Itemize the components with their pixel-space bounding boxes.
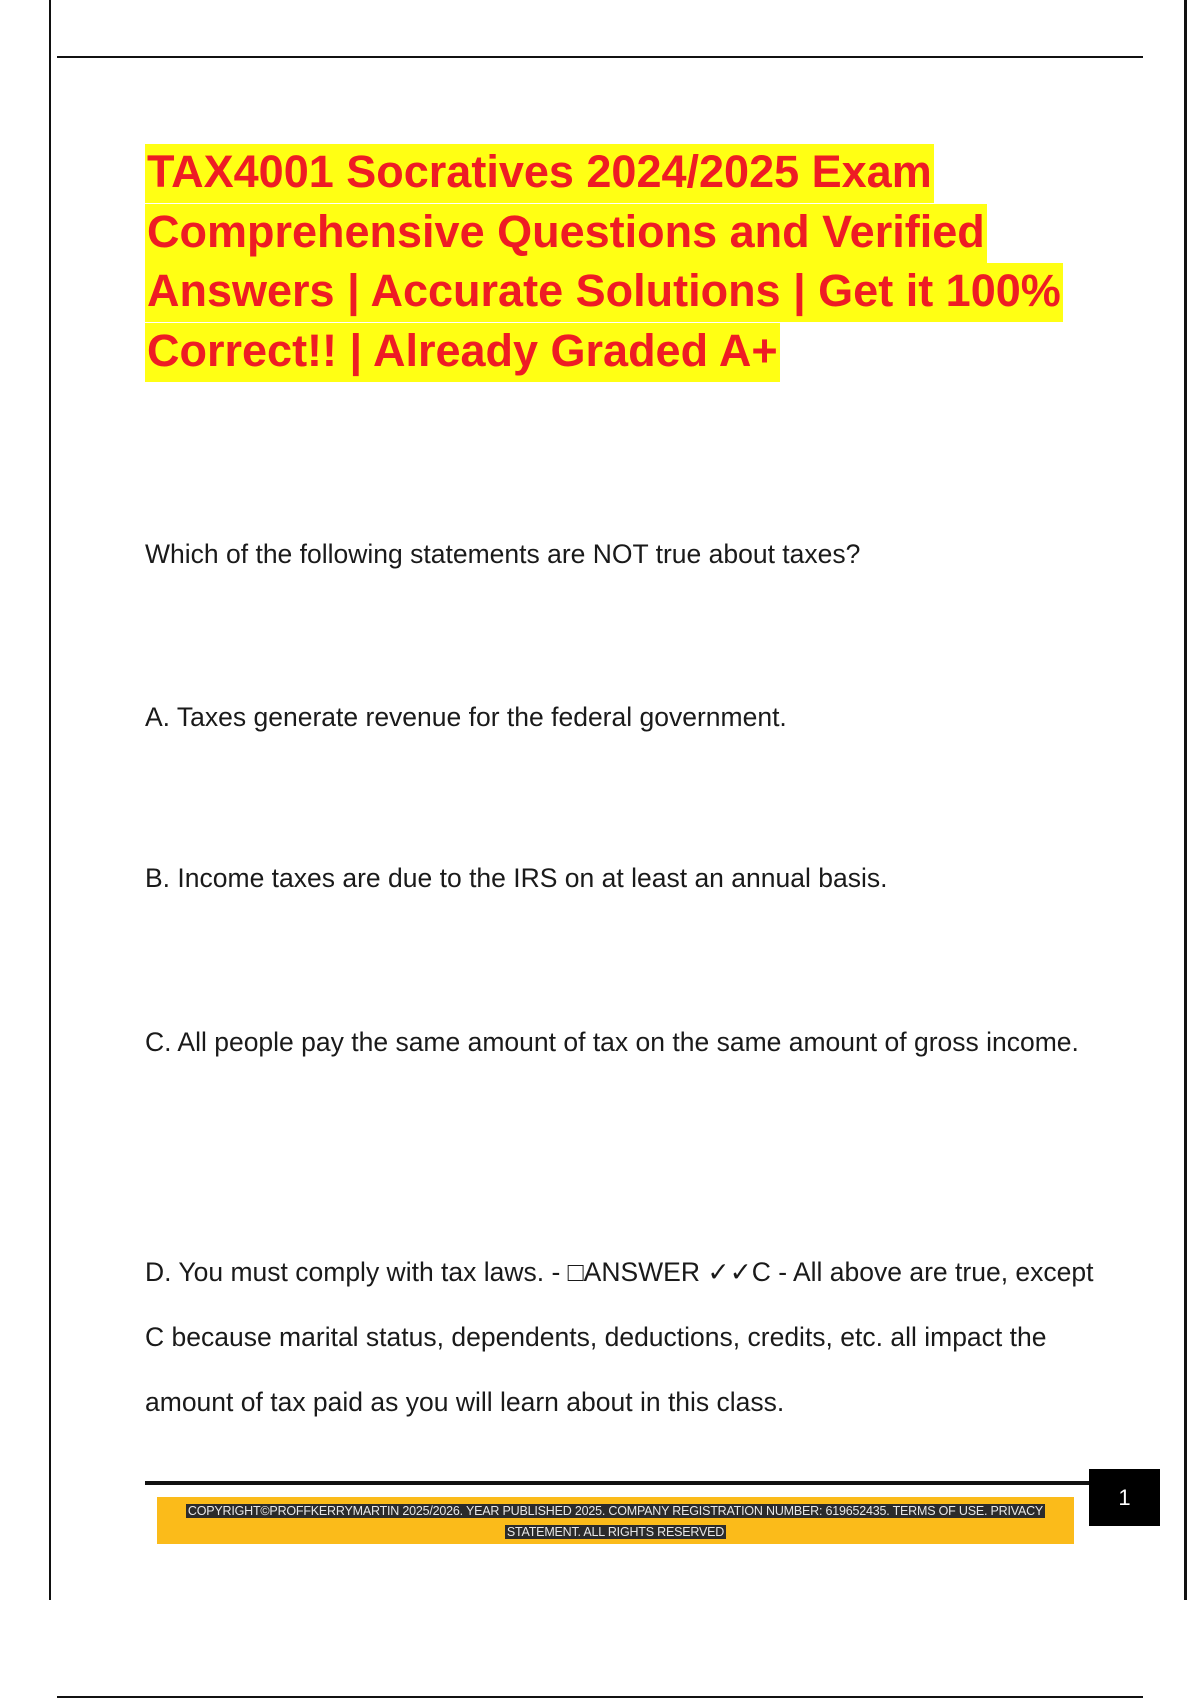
footer-copyright-text: COPYRIGHT©PROFFKERRYMARTIN 2025/2026. YEAR PUBLISHED 2025. COMPANY REGISTRATION NUMBER: 619652435. TERMS OF USE. PRIVACY STATEMENT. ALL RIGHTS RESERVED <box>187 1504 1044 1539</box>
option-d-answer: D. You must comply with tax laws. - □ANSWER ✓✓C - All above are true, except C because marital status, dependents, deductions, credits, etc. all impact the amount of tax paid as you will learn about in this class. <box>145 1257 1094 1417</box>
document-title <box>145 142 1085 380</box>
title-highlight: TAX4001 Socratives 2024/2025 Exam Comprehensive Questions and Verified Answers | Accurate Solutions | Get it 100% Correct!! | Already Graded A+ <box>145 144 1063 382</box>
option-c: C. All people pay the same amount of tax on the same amount of gross income. <box>145 1027 1079 1057</box>
header-rule <box>57 56 1143 58</box>
footer-copyright <box>168 1501 1063 1543</box>
page-border-left <box>49 0 51 1600</box>
page-number: 1 <box>1089 1469 1160 1526</box>
question-text: Which of the following statements are NOT true about taxes? <box>145 539 861 569</box>
bottom-rule <box>57 1696 1143 1698</box>
option-b: B. Income taxes are due to the IRS on at least an annual basis. <box>145 863 888 893</box>
page-border-right <box>1184 0 1187 1600</box>
footer-rule <box>145 1481 1089 1485</box>
option-a: A. Taxes generate revenue for the federal government. <box>145 702 787 732</box>
